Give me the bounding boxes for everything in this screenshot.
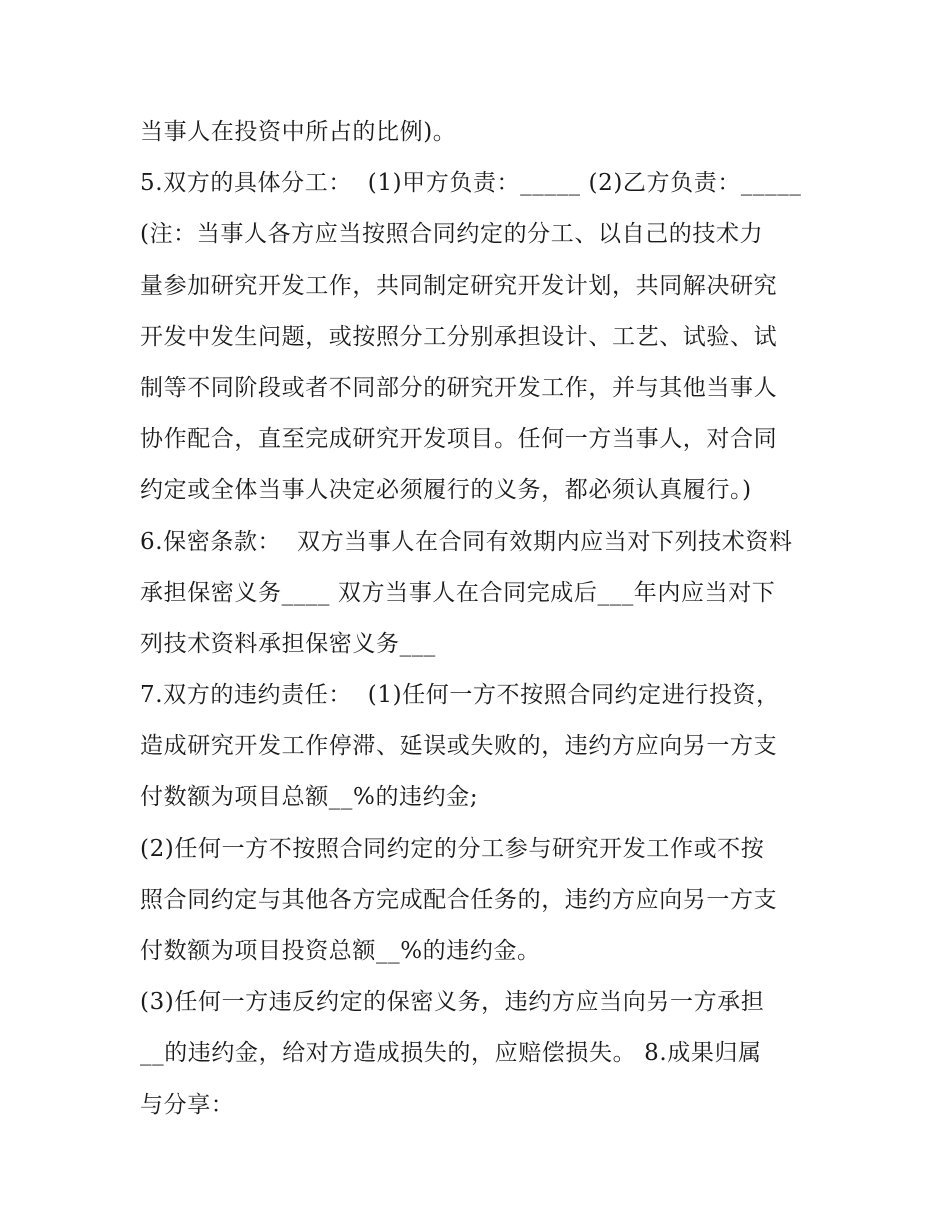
text-line: 承担保密义务____ 双方当事人在合同完成后___年内应当对下 [140, 579, 776, 606]
text-line: 与分享： [140, 1091, 235, 1118]
text-line: (2)任何一方不按照合同约定的分工参与研究开发工作或不按 [140, 835, 765, 862]
text-line: 开发中发生问题，或按照分工分别承担设计、工艺、试验、试 [140, 323, 778, 350]
text-line: 付数额为项目总额__%的违约金; [140, 784, 479, 811]
text-line: 制等不同阶段或者不同部分的研究开发工作，并与其他当事人 [140, 374, 778, 401]
text-line: 5.双方的具体分工： (1)甲方负责：_____ (2)乙方负责：_____ [140, 170, 802, 197]
text-line: 协作配合，直至完成研究开发项目。任何一方当事人，对合同 [140, 426, 778, 453]
text-line: __的违约金，给对方造成损失的，应赔偿损失。 8.成果归属 [140, 1040, 762, 1067]
text-line: 当事人在投资中所占的比例)。 [140, 119, 457, 145]
text-line: 列技术资料承担保密义务___ [140, 630, 436, 657]
document-body [140, 107, 820, 1131]
text-line: 付数额为项目投资总额__%的违约金。 [140, 938, 541, 964]
text-line: 6.保密条款： 双方当事人在合同有效期内应当对下列技术资料 [140, 528, 793, 555]
text-line: 造成研究开发工作停滞、延误或失败的，违约方应向另一方支 [140, 733, 778, 760]
text-line: 约定或全体当事人决定必须履行的义务，都必须认真履行。) [140, 477, 752, 504]
text-line: 照合同约定与其他各方完成配合任务的，违约方应向另一方支 [140, 886, 778, 913]
text-line: 7.双方的违约责任： (1)任何一方不按照合同约定进行投资， [140, 682, 780, 709]
text-line: 量参加研究开发工作，共同制定研究开发计划，共同解决研究 [140, 272, 778, 299]
text-line: (注：当事人各方应当按照合同约定的分工、以自己的技术力 [140, 221, 764, 248]
text-line: (3)任何一方违反约定的保密义务，违约方应当向另一方承担 [140, 989, 765, 1016]
